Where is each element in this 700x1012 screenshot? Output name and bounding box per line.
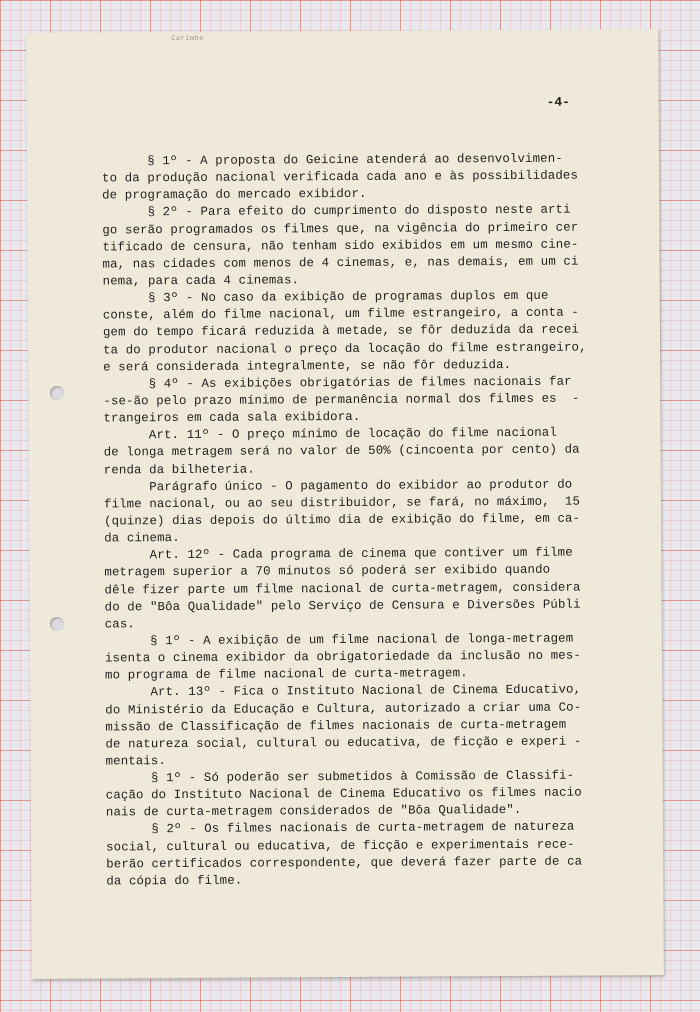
text-line: social, cultural ou educativa, de ficção e experimentais rece- — [106, 837, 575, 855]
punch-hole-top — [50, 386, 64, 400]
text-line: nais de curta-metragem considerados de "Bôa Qualidade". — [105, 803, 522, 820]
text-line: isenta o cinema exibidor da obrigatoriedade da inclusão no mes- — [104, 648, 581, 666]
text-line: Art. 12º - Cada programa de cinema que contiver um filme — [104, 545, 573, 563]
text-line: da cinema. — [104, 531, 180, 546]
text-line: mo programa de filme nacional de curta-metragem. — [105, 666, 468, 683]
text-line: ma, nas cidades com menos de 4 cinemas, e, nas demais, em um ci — [102, 254, 579, 272]
text-line: renda da bilheteria. — [103, 462, 255, 478]
text-line: (quinze) dias depois do último dia de exibição do filme, em ca- — [104, 511, 581, 529]
text-line: Art. 11º - O preço mínimo de locação do filme nacional — [103, 425, 557, 443]
punch-hole-bottom — [50, 617, 64, 631]
text-line: § 1º - A exibição de um filme nacional de longa-metragem — [104, 631, 574, 649]
text-line: § 1º - Só poderão ser submetidos à Comissão de Classifi- — [105, 768, 575, 786]
text-line: § 3º - No caso da exibição de programas duplos em que — [102, 288, 549, 306]
text-line: de programação do mercado exibidor. — [102, 187, 367, 203]
text-line: trangeiros em cada sala exibidora. — [103, 410, 361, 426]
text-line: to da produção nacional verificada cada ano e às possibilidades — [101, 168, 579, 186]
text-line: e será considerada integralmente, se não fôr deduzida. — [103, 357, 512, 375]
text-line: mentais. — [105, 754, 167, 769]
text-line: berão certificados correspondente, que deverá fazer parte de ca — [106, 854, 583, 872]
text-line: Art. 13º - Fica o Instituto Nacional de Cinema Educativo, — [105, 682, 582, 700]
page-number: -4- — [546, 94, 571, 110]
text-line: § 2º - Os filmes nacionais de curta-metragem de natureza — [105, 820, 575, 837]
text-line: § 2º - Para efeito do cumprimento do disposto neste arti — [102, 203, 571, 220]
text-line: go serão programados os filmes que, na vigência do primeiro cer — [102, 220, 579, 238]
text-line: Parágrafo único - O pagamento do exibidor ao produtor do — [103, 477, 573, 495]
text-line: cas. — [104, 617, 136, 632]
text-line: filme nacional, ou ao seu distribuidor, se fará, no máximo, 15 — [103, 494, 581, 512]
text-line: ta do produtor nacional o preço da locação do filme estrangeiro, — [103, 340, 587, 358]
text-line: nema, para cada 4 cinemas. — [102, 273, 300, 289]
text-line: -se-ão pelo prazo mínimo de permanência normal dos filmes es - — [103, 391, 580, 409]
text-line: § 1º - A proposta do Geicine atenderá ao desenvolvimen- — [101, 151, 563, 169]
text-line: gem do tempo ficará reduzida à metade, se fôr deduzida da recei — [102, 322, 579, 340]
text-line: missão de Classificação de filmes nacionais de curta-metragem — [105, 717, 567, 735]
text-line: § 4º - As exibições obrigatórias de filmes nacionais far — [103, 374, 572, 392]
text-line: de natureza social, cultural ou educativa, de ficção e experi - — [105, 734, 582, 752]
text-line: de longa metragem será no valor de 50% (cincoenta por cento) da — [103, 442, 580, 460]
text-line: da cópia do filme. — [106, 873, 243, 889]
text-line: dêle fizer parte um filme nacional de curta-metragem, considera — [104, 580, 581, 597]
text-line: tificado de censura, não tenham sido exibidos em um mesmo cine- — [102, 237, 579, 255]
text-line: metragem superior a 70 minutos só poderá ser exibido quando — [104, 563, 551, 580]
text-line: do de "Bôa Qualidade" pelo Serviço de Censura e Diversões Públi — [104, 597, 581, 615]
faded-stamp: Carimbo — [171, 34, 205, 44]
text-line: conste, além do filme nacional, um filme estrangeiro, a conta - — [102, 305, 579, 323]
text-line: do Ministério da Educação e Cultura, autorizado a criar uma Co- — [105, 700, 582, 717]
document-page — [26, 29, 664, 979]
text-line: cação do Instituto Nacional de Cinema Educativo os filmes nacio — [105, 785, 582, 803]
typed-text-body — [102, 150, 666, 890]
